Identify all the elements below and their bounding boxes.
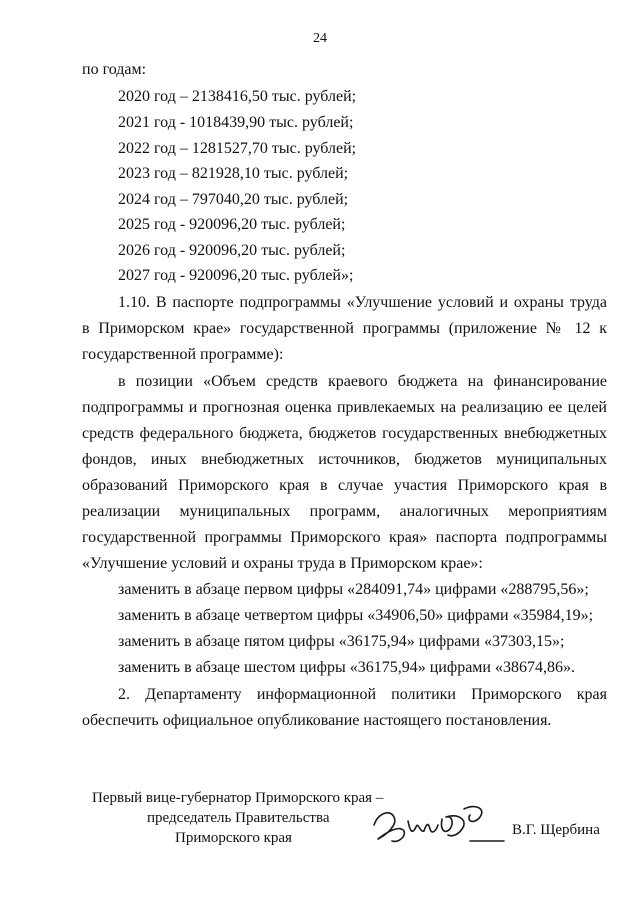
paragraph-line: государственной программы Приморского края» паспорта подпрограммы — [82, 529, 607, 546]
replacement-line: заменить в абзаце первом цифры «284091,74» цифрами «288795,56»; — [118, 581, 589, 598]
paragraph-line: фондов, иных внебюджетных источников, бюджетов муниципальных — [82, 451, 607, 468]
year-line: 2026 год - 920096,20 тыс. рублей; — [118, 242, 346, 259]
paragraph-line: 2. Департаменту информационной политики Приморского края — [118, 686, 607, 703]
year-line: 2024 год – 797040,20 тыс. рублей; — [118, 191, 349, 208]
replacement-line: заменить в абзаце шестом цифры «36175,94» цифрами «38674,86». — [118, 659, 575, 676]
paragraph-line: подпрограммы и прогнозная оценка привлекаемых на реализацию ее целей — [82, 399, 607, 416]
handwritten-signature — [368, 795, 508, 855]
paragraph-line: реализации муниципальных программ, аналогичных мероприятиям — [82, 503, 607, 520]
year-line: 2027 год - 920096,20 тыс. рублей»; — [118, 267, 354, 284]
paragraph-line: государственной программе): — [82, 346, 284, 363]
paragraph-line: «Улучшение условий и охраны труда в Приморском крае»: — [82, 555, 483, 572]
paragraph-line: 1.10. В паспорте подпрограммы «Улучшение условий и охраны труда — [118, 294, 607, 311]
paragraph-line: в Приморском крае» государственной программы (приложение № 12 к — [82, 320, 607, 337]
intro-text: по годам: — [82, 61, 147, 78]
paragraph-line: образований Приморского края в случае участия Приморского края в — [82, 477, 607, 494]
year-line: 2021 год - 1018439,90 тыс. рублей; — [118, 114, 354, 131]
signatory-title-line3: Приморского края — [175, 830, 292, 846]
year-line: 2020 год – 2138416,50 тыс. рублей; — [118, 88, 357, 105]
paragraph-line: в позиции «Объем средств краевого бюджета на финансирование — [118, 373, 607, 390]
replacement-line: заменить в абзаце пятом цифры «36175,94» цифрами «37303,15»; — [118, 633, 565, 650]
year-line: 2025 год - 920096,20 тыс. рублей; — [118, 216, 346, 233]
replacement-line: заменить в абзаце четвертом цифры «34906,50» цифрами «35984,19»; — [118, 607, 594, 624]
paragraph-line: средств федерального бюджета, бюджетов государственных внебюджетных — [82, 425, 607, 442]
paragraph-line: обеспечить официальное опубликование настоящего постановления. — [82, 712, 552, 729]
signatory-name: В.Г. Щербина — [512, 822, 600, 838]
signatory-title-line2: председатель Правительства — [147, 810, 330, 826]
signatory-title-line1: Первый вице-губернатор Приморского края – — [92, 790, 384, 806]
year-line: 2023 год – 821928,10 тыс. рублей; — [118, 165, 349, 182]
year-line: 2022 год – 1281527,70 тыс. рублей; — [118, 140, 357, 157]
page-number: 24 — [313, 31, 327, 46]
